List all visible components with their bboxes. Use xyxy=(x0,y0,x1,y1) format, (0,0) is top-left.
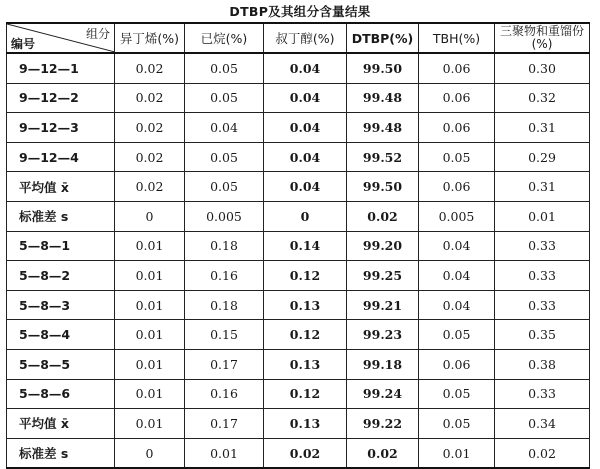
table-cell: 0.05 xyxy=(419,379,495,409)
table-cell: 0.30 xyxy=(495,53,590,83)
table-cell: 0.02 xyxy=(115,83,185,113)
row-id: 5—8—5 xyxy=(7,349,115,379)
table-cell: 0.04 xyxy=(419,231,495,261)
table-cell: 0.02 xyxy=(115,172,185,202)
table-body xyxy=(7,53,590,468)
row-id: 5—8—1 xyxy=(7,231,115,261)
table-cell: 0.06 xyxy=(419,113,495,143)
table-cell: 0.13 xyxy=(264,349,347,379)
table-cell: 0.01 xyxy=(115,231,185,261)
row-id: 标准差 s xyxy=(7,201,115,231)
table-cell: 0.05 xyxy=(185,53,264,83)
table-cell: 99.22 xyxy=(347,409,419,439)
table-cell: 0.34 xyxy=(495,409,590,439)
table-cell: 0.33 xyxy=(495,379,590,409)
table-row xyxy=(7,379,590,409)
row-id: 9—12—4 xyxy=(7,142,115,172)
table-cell: 0.06 xyxy=(419,83,495,113)
table-cell: 0.01 xyxy=(495,201,590,231)
table-row xyxy=(7,320,590,350)
table-cell: 99.48 xyxy=(347,83,419,113)
table-row xyxy=(7,172,590,202)
table-cell: 0.29 xyxy=(495,142,590,172)
table-cell: 0.005 xyxy=(419,201,495,231)
table-row xyxy=(7,83,590,113)
row-id: 9—12—3 xyxy=(7,113,115,143)
table-cell: 0.06 xyxy=(419,172,495,202)
results-table xyxy=(6,22,590,469)
table-cell: 0.05 xyxy=(419,142,495,172)
table-cell: 0.31 xyxy=(495,172,590,202)
table-cell: 0.02 xyxy=(347,438,419,468)
table-cell: 0.13 xyxy=(264,290,347,320)
col-header-tert-butanol: 叔丁醇(%) xyxy=(264,23,347,53)
table-cell: 0.05 xyxy=(185,83,264,113)
table-cell: 0 xyxy=(115,438,185,468)
table-cell: 0 xyxy=(264,201,347,231)
table-cell: 99.50 xyxy=(347,53,419,83)
table-cell: 0.02 xyxy=(115,142,185,172)
table-cell: 0.01 xyxy=(115,320,185,350)
row-id: 平均值 x̄ xyxy=(7,172,115,202)
table-cell: 99.21 xyxy=(347,290,419,320)
table-cell: 0.12 xyxy=(264,261,347,291)
table-cell: 0.01 xyxy=(115,409,185,439)
table-cell: 0.33 xyxy=(495,290,590,320)
table-cell: 0.04 xyxy=(419,261,495,291)
row-id: 5—8—3 xyxy=(7,290,115,320)
row-id: 5—8—2 xyxy=(7,261,115,291)
table-cell: 0.18 xyxy=(185,290,264,320)
row-id: 5—8—4 xyxy=(7,320,115,350)
table-cell: 0.01 xyxy=(115,290,185,320)
table-cell: 0.12 xyxy=(264,320,347,350)
table-row xyxy=(7,231,590,261)
table-row xyxy=(7,438,590,468)
table-cell: 99.48 xyxy=(347,113,419,143)
row-id: 5—8—6 xyxy=(7,379,115,409)
table-row xyxy=(7,290,590,320)
table-cell: 0.04 xyxy=(264,142,347,172)
table-cell: 0.02 xyxy=(264,438,347,468)
table-cell: 0.38 xyxy=(495,349,590,379)
table-row xyxy=(7,261,590,291)
table-row xyxy=(7,409,590,439)
table-cell: 0.04 xyxy=(264,113,347,143)
table-cell: 0.12 xyxy=(264,379,347,409)
table-cell: 99.18 xyxy=(347,349,419,379)
table-row xyxy=(7,113,590,143)
corner-top-label: 组分 xyxy=(85,27,110,41)
table-row xyxy=(7,201,590,231)
row-id: 9—12—1 xyxy=(7,53,115,83)
row-id: 标准差 s xyxy=(7,438,115,468)
table-cell: 0.02 xyxy=(495,438,590,468)
table-cell: 0.01 xyxy=(185,438,264,468)
table-cell: 0.05 xyxy=(185,142,264,172)
table-cell: 0.18 xyxy=(185,231,264,261)
table-cell: 0.01 xyxy=(115,349,185,379)
table-cell: 0.33 xyxy=(495,231,590,261)
table-cell: 0 xyxy=(115,201,185,231)
col-header-dtbp: DTBP(%) xyxy=(347,23,419,53)
table-cell: 0.35 xyxy=(495,320,590,350)
table-cell: 0.04 xyxy=(264,53,347,83)
table-cell: 0.16 xyxy=(185,261,264,291)
table-cell: 99.50 xyxy=(347,172,419,202)
table-cell: 99.23 xyxy=(347,320,419,350)
table-cell: 99.25 xyxy=(347,261,419,291)
table-cell: 0.04 xyxy=(419,290,495,320)
table-row xyxy=(7,53,590,83)
table-cell: 0.15 xyxy=(185,320,264,350)
table-title: DTBP及其组分含量结果 xyxy=(229,4,371,19)
table-cell: 0.14 xyxy=(264,231,347,261)
table-cell: 0.01 xyxy=(115,261,185,291)
corner-header xyxy=(7,23,115,53)
table-cell: 99.52 xyxy=(347,142,419,172)
table-cell: 0.02 xyxy=(115,113,185,143)
table-cell: 99.24 xyxy=(347,379,419,409)
table-cell: 0.32 xyxy=(495,83,590,113)
table-cell: 0.13 xyxy=(264,409,347,439)
table-cell: 0.33 xyxy=(495,261,590,291)
table-cell: 0.04 xyxy=(264,83,347,113)
table-cell: 0.05 xyxy=(419,409,495,439)
table-row xyxy=(7,349,590,379)
table-cell: 0.05 xyxy=(419,320,495,350)
table-cell: 0.16 xyxy=(185,379,264,409)
col-header-trimer-heavy: 三聚物和重馏份(%) xyxy=(495,23,590,53)
table-cell: 0.06 xyxy=(419,53,495,83)
table-cell: 99.20 xyxy=(347,231,419,261)
corner-bottom-label: 编号 xyxy=(11,37,36,51)
table-row xyxy=(7,142,590,172)
table-cell: 0.02 xyxy=(347,201,419,231)
table-cell: 0.01 xyxy=(419,438,495,468)
table-cell: 0.31 xyxy=(495,113,590,143)
table-cell: 0.02 xyxy=(115,53,185,83)
table-cell: 0.17 xyxy=(185,409,264,439)
table-cell: 0.17 xyxy=(185,349,264,379)
table-cell: 0.04 xyxy=(264,172,347,202)
header-row xyxy=(7,23,590,53)
table-cell: 0.005 xyxy=(185,201,264,231)
col-header-tbh: TBH(%) xyxy=(419,23,495,53)
row-id: 平均值 x̄ xyxy=(7,409,115,439)
table-cell: 0.05 xyxy=(185,172,264,202)
col-header-hexane: 已烷(%) xyxy=(185,23,264,53)
col-header-isobutylene: 异丁烯(%) xyxy=(115,23,185,53)
table-cell: 0.04 xyxy=(185,113,264,143)
table-cell: 0.01 xyxy=(115,379,185,409)
table-cell: 0.06 xyxy=(419,349,495,379)
row-id: 9—12—2 xyxy=(7,83,115,113)
